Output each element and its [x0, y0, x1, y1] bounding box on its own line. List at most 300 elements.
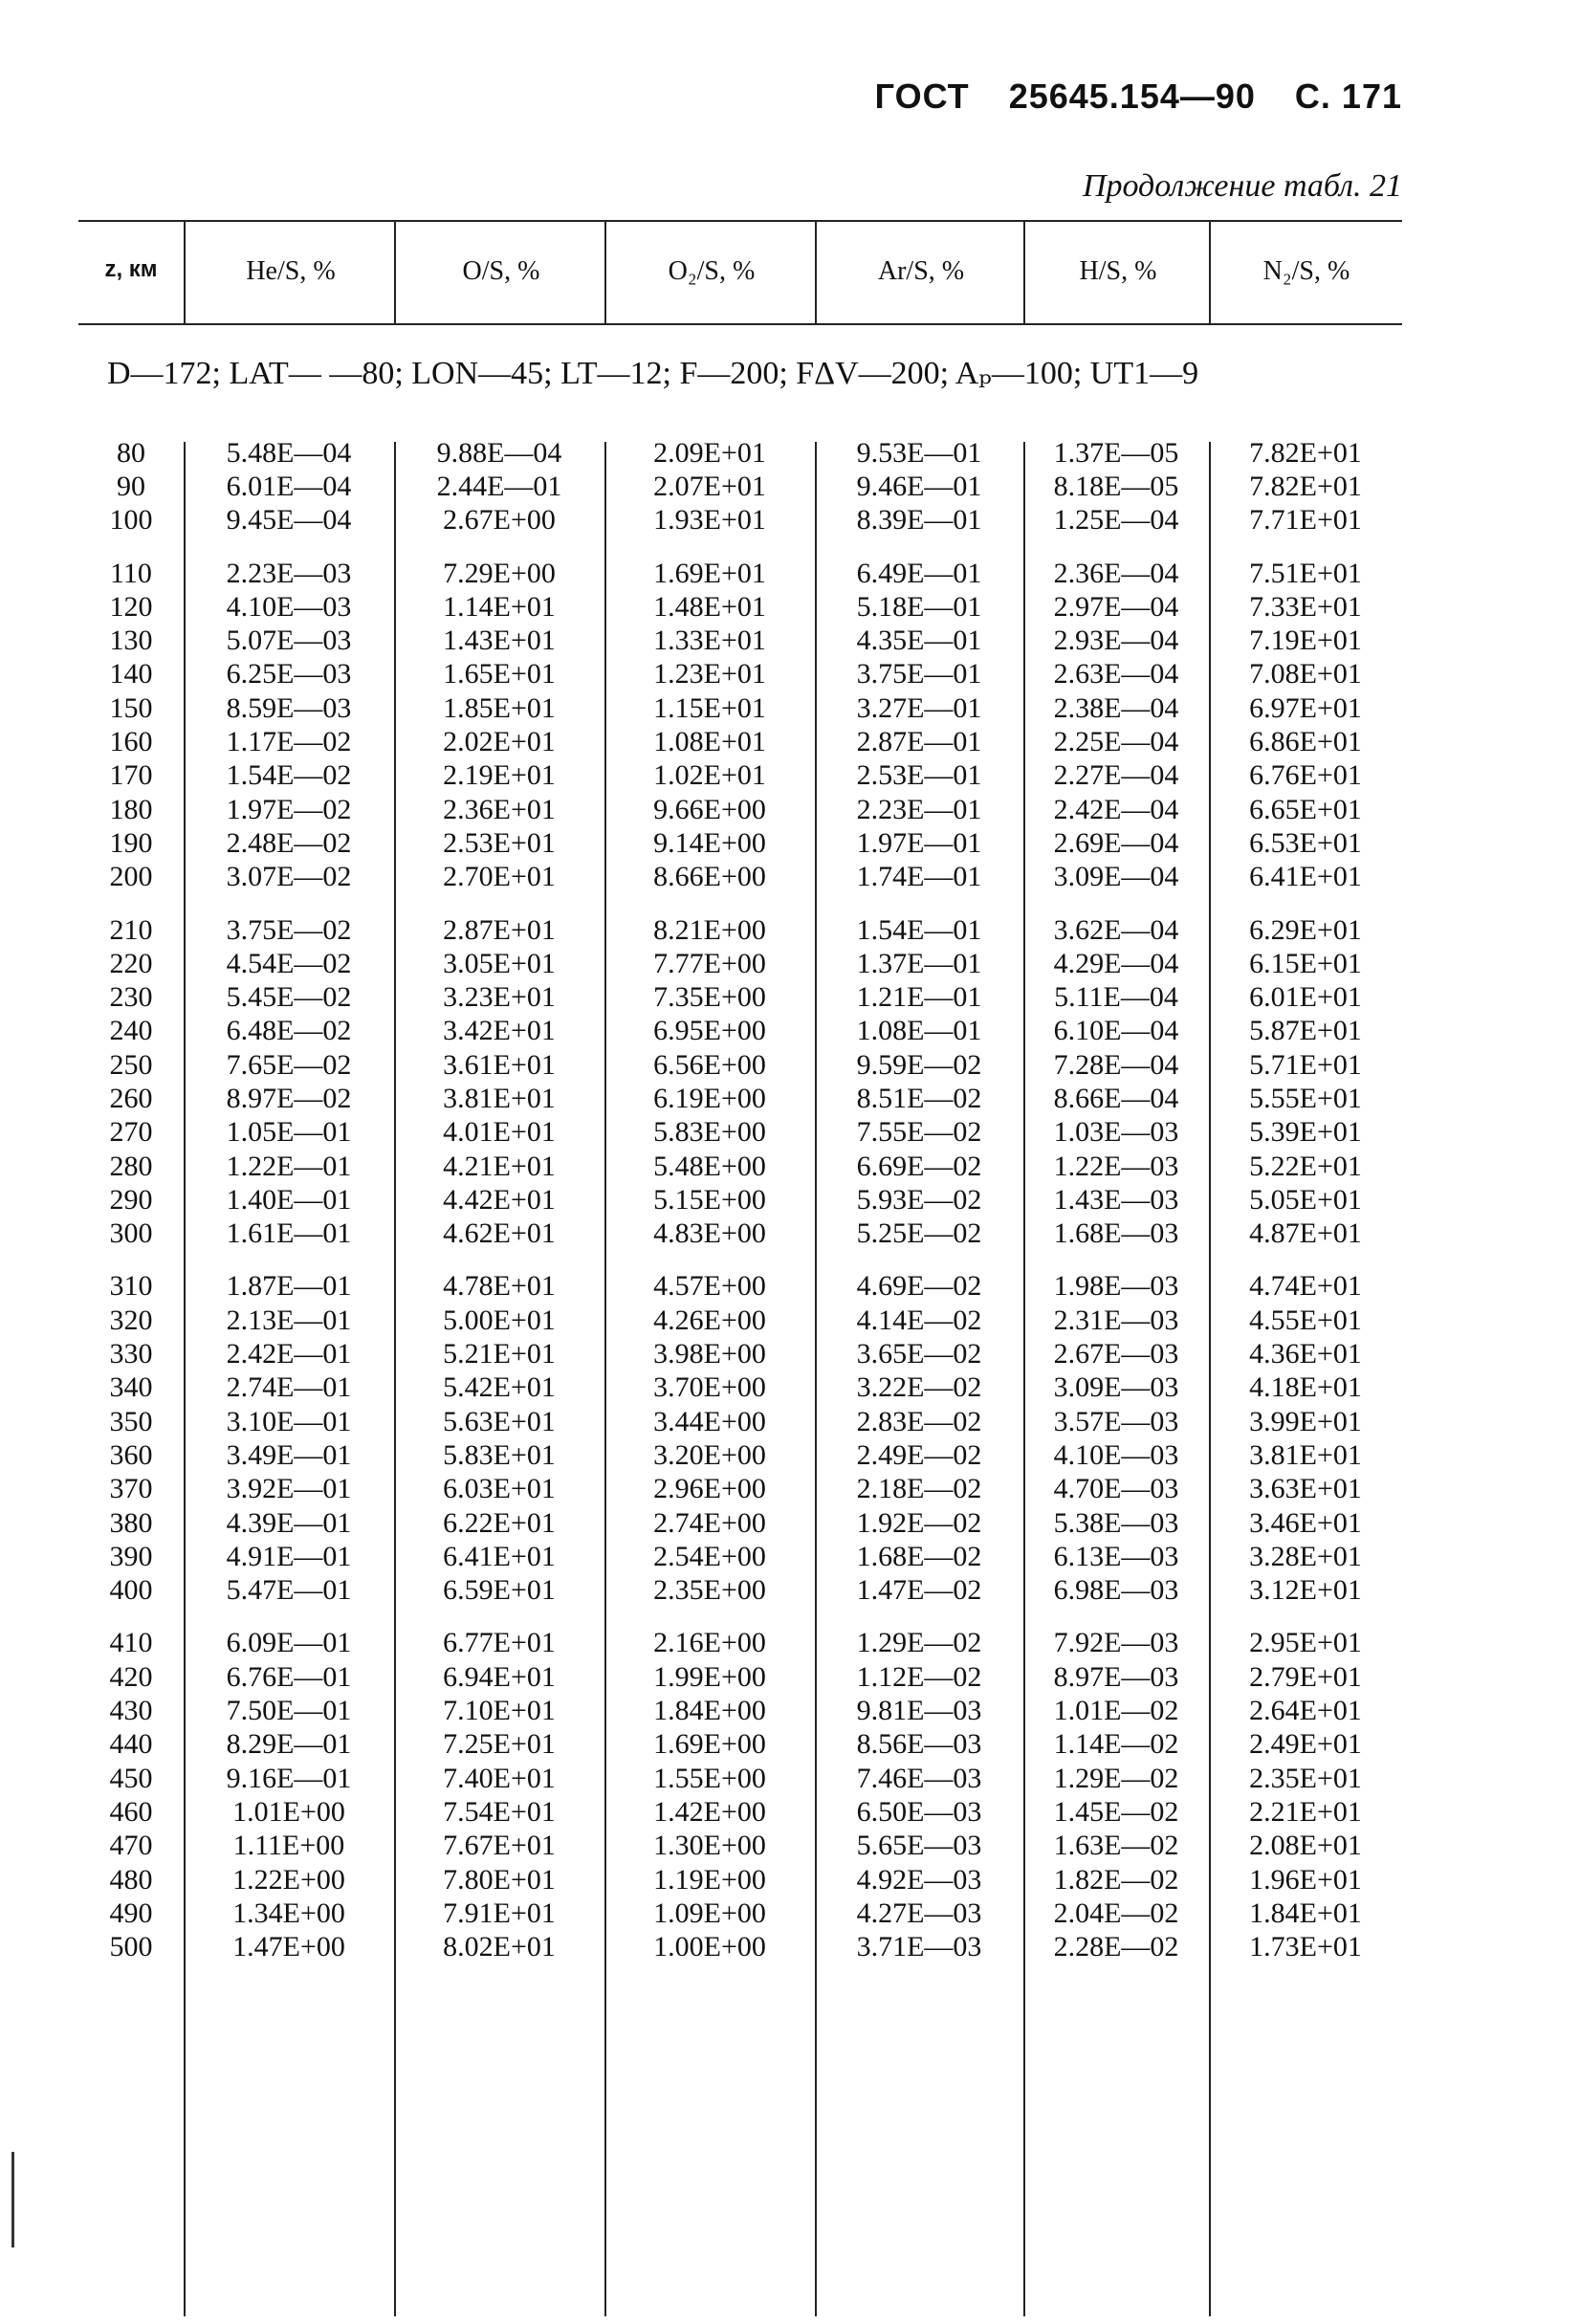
cell-o: 4.78E+01	[443, 1270, 556, 1303]
table-row	[78, 725, 1402, 758]
cell-n2: 6.01E+01	[1249, 981, 1362, 1014]
table-top-rule	[78, 220, 1402, 222]
cell-ar: 9.81E—03	[856, 1695, 982, 1727]
cell-ar: 1.97E—01	[856, 826, 982, 859]
cell-o: 2.87E+01	[443, 913, 556, 946]
cell-o: 1.14E+01	[443, 590, 556, 623]
cell-h: 7.28E—04	[1053, 1048, 1179, 1081]
cell-o: 6.03E+01	[443, 1473, 556, 1505]
cell-altitude: 210	[109, 913, 153, 946]
cell-h: 3.09E—03	[1053, 1371, 1179, 1404]
cell-ar: 2.87E—01	[856, 726, 982, 758]
table-row	[78, 1405, 1402, 1438]
cell-altitude: 370	[109, 1473, 153, 1505]
cell-h: 2.04E—02	[1053, 1896, 1179, 1929]
cell-o: 1.85E+01	[443, 691, 556, 724]
cell-o2: 2.74E+00	[653, 1506, 766, 1539]
cell-o2: 1.30E+00	[653, 1830, 766, 1862]
cell-o: 5.42E+01	[443, 1371, 556, 1404]
cell-he: 1.11E+00	[232, 1830, 345, 1862]
cell-altitude: 130	[109, 625, 153, 657]
table-row	[78, 1896, 1402, 1930]
cell-h: 2.27E—04	[1053, 759, 1179, 792]
cell-altitude: 390	[109, 1540, 153, 1572]
cell-n2: 6.41E+01	[1249, 861, 1362, 893]
table-row	[78, 826, 1402, 860]
cell-ar: 1.12E—02	[856, 1660, 982, 1693]
cell-he: 5.48E—04	[226, 436, 352, 469]
cell-o2: 6.95E+00	[653, 1015, 766, 1047]
cell-n2: 7.33E+01	[1249, 590, 1362, 623]
cell-o2: 1.42E+00	[653, 1795, 766, 1828]
cell-o: 7.91E+01	[443, 1896, 556, 1929]
cell-o: 2.53E+01	[443, 826, 556, 859]
cell-o: 7.40E+01	[443, 1762, 556, 1794]
cell-o: 5.00E+01	[443, 1304, 556, 1336]
cell-ar: 6.49E—01	[856, 557, 982, 589]
cell-o2: 1.23E+01	[653, 658, 766, 691]
cell-he: 1.97E—02	[226, 793, 352, 825]
cell-o: 2.67E+00	[443, 504, 556, 537]
cell-ar: 3.65E—02	[856, 1338, 982, 1370]
cell-o2: 9.14E+00	[653, 826, 766, 859]
cell-ar: 5.65E—03	[856, 1830, 982, 1862]
cell-o2: 1.09E+00	[653, 1896, 766, 1929]
cell-ar: 2.23E—01	[856, 793, 982, 825]
cell-altitude: 240	[109, 1015, 153, 1047]
cell-ar: 9.59E—02	[856, 1048, 982, 1081]
cell-ar: 2.18E—02	[856, 1473, 982, 1505]
cell-altitude: 500	[109, 1931, 153, 1963]
cell-ar: 1.54E—01	[856, 913, 982, 946]
cell-altitude: 90	[117, 470, 145, 502]
cell-h: 2.38E—04	[1053, 691, 1179, 724]
page-header	[875, 77, 1402, 117]
table-row	[78, 1660, 1402, 1694]
cell-altitude: 100	[109, 504, 153, 537]
cell-h: 4.70E—03	[1053, 1473, 1179, 1505]
cell-n2: 1.84E+01	[1249, 1896, 1362, 1929]
cell-altitude: 200	[109, 861, 153, 893]
cell-altitude: 190	[109, 826, 153, 859]
cell-he: 9.16E—01	[226, 1762, 352, 1794]
table-row	[78, 980, 1402, 1014]
cell-o: 1.43E+01	[443, 625, 556, 657]
cell-altitude: 290	[109, 1183, 153, 1216]
table-row	[78, 1728, 1402, 1762]
cell-h: 2.93E—04	[1053, 625, 1179, 657]
cell-o2: 3.20E+00	[653, 1438, 766, 1471]
cell-n2: 4.55E+01	[1249, 1304, 1362, 1336]
cell-he: 5.47E—01	[226, 1574, 352, 1607]
cell-ar: 5.25E—02	[856, 1217, 982, 1250]
cell-h: 1.01E—02	[1053, 1695, 1179, 1727]
cell-o: 3.05E+01	[443, 947, 556, 979]
cell-he: 6.76E—01	[226, 1660, 352, 1693]
table-row	[78, 1540, 1402, 1573]
cell-o: 6.77E+01	[443, 1627, 556, 1659]
cell-n2: 3.28E+01	[1249, 1540, 1362, 1572]
cell-h: 6.98E—03	[1053, 1574, 1179, 1607]
table-row	[78, 759, 1402, 793]
cell-n2: 7.19E+01	[1249, 625, 1362, 657]
cell-h: 5.38E—03	[1053, 1506, 1179, 1539]
cell-he: 6.48E—02	[226, 1015, 352, 1047]
column-divider	[394, 220, 396, 323]
cell-n2: 6.65E+01	[1249, 793, 1362, 825]
cell-h: 3.09E—04	[1053, 861, 1179, 893]
cell-ar: 1.74E—01	[856, 861, 982, 893]
cell-o: 3.42E+01	[443, 1015, 556, 1047]
cell-o: 5.83E+01	[443, 1438, 556, 1471]
cell-o: 5.63E+01	[443, 1405, 556, 1437]
cell-h: 1.03E—03	[1053, 1116, 1179, 1149]
cell-he: 5.45E—02	[226, 981, 352, 1014]
cell-he: 3.07E—02	[226, 861, 352, 893]
cell-ar: 5.93E—02	[856, 1183, 982, 1216]
cell-n2: 4.87E+01	[1249, 1217, 1362, 1250]
cell-n2: 6.29E+01	[1249, 913, 1362, 946]
cell-ar: 9.53E—01	[856, 436, 982, 469]
table-row	[78, 793, 1402, 826]
cell-h: 2.31E—03	[1053, 1304, 1179, 1336]
cell-o2: 7.77E+00	[653, 947, 766, 979]
cell-h: 1.14E—02	[1053, 1728, 1179, 1761]
cell-o: 6.94E+01	[443, 1660, 556, 1693]
cell-h: 2.36E—04	[1053, 557, 1179, 589]
cell-he: 3.75E—02	[226, 913, 352, 946]
cell-ar: 4.69E—02	[856, 1270, 982, 1303]
cell-o2: 1.55E+00	[653, 1762, 766, 1794]
cell-o2: 2.09E+01	[653, 436, 766, 469]
cell-o: 7.80E+01	[443, 1863, 556, 1896]
cell-o: 7.67E+01	[443, 1830, 556, 1862]
table-row	[78, 1150, 1402, 1183]
cell-he: 3.10E—01	[226, 1405, 352, 1437]
cell-he: 2.23E—03	[226, 557, 352, 589]
cell-n2: 4.74E+01	[1249, 1270, 1362, 1303]
table-row	[78, 1627, 1402, 1660]
cell-n2: 7.82E+01	[1249, 470, 1362, 502]
table-row	[78, 1082, 1402, 1115]
cell-altitude: 140	[109, 658, 153, 691]
cell-n2: 5.05E+01	[1249, 1183, 1362, 1216]
cell-altitude: 250	[109, 1048, 153, 1081]
cell-ar: 4.35E—01	[856, 625, 982, 657]
cell-n2: 3.99E+01	[1249, 1405, 1362, 1437]
table-row	[78, 658, 1402, 691]
cell-n2: 4.36E+01	[1249, 1338, 1362, 1370]
cell-n2: 5.87E+01	[1249, 1015, 1362, 1047]
table-row	[78, 1863, 1402, 1896]
cell-o: 4.42E+01	[443, 1183, 556, 1216]
cell-altitude: 160	[109, 726, 153, 758]
cell-o2: 1.69E+01	[653, 557, 766, 589]
cell-he: 1.34E+00	[232, 1896, 345, 1929]
cell-h: 2.97E—04	[1053, 590, 1179, 623]
cell-altitude: 150	[109, 691, 153, 724]
column-header-o: O/S, %	[462, 256, 540, 286]
cell-altitude: 490	[109, 1896, 153, 1929]
cell-he: 3.92E—01	[226, 1473, 352, 1505]
cell-he: 1.54E—02	[226, 759, 352, 792]
cell-h: 2.69E—04	[1053, 826, 1179, 859]
table-row	[78, 1304, 1402, 1337]
cell-ar: 1.29E—02	[856, 1627, 982, 1659]
table-row	[78, 624, 1402, 657]
cell-ar: 3.22E—02	[856, 1371, 982, 1404]
cell-h: 1.98E—03	[1053, 1270, 1179, 1303]
cell-n2: 2.21E+01	[1249, 1795, 1362, 1828]
cell-he: 5.07E—03	[226, 625, 352, 657]
cell-n2: 5.22E+01	[1249, 1150, 1362, 1182]
cell-altitude: 300	[109, 1217, 153, 1250]
cell-o: 8.02E+01	[443, 1931, 556, 1963]
cell-h: 8.66E—04	[1053, 1082, 1179, 1114]
cell-he: 1.40E—01	[226, 1183, 352, 1216]
cell-n2: 6.53E+01	[1249, 826, 1362, 859]
cell-altitude: 220	[109, 947, 153, 979]
cell-n2: 3.46E+01	[1249, 1506, 1362, 1539]
cell-o: 2.19E+01	[443, 759, 556, 792]
page-number: С. 171	[1294, 77, 1402, 116]
cell-altitude: 170	[109, 759, 153, 792]
cell-he: 1.87E—01	[226, 1270, 352, 1303]
cell-altitude: 230	[109, 981, 153, 1014]
cell-h: 2.28E—02	[1053, 1931, 1179, 1963]
table-row	[78, 1270, 1402, 1304]
cell-n2: 5.55E+01	[1249, 1082, 1362, 1114]
cell-altitude: 400	[109, 1574, 153, 1607]
cell-o2: 6.19E+00	[653, 1082, 766, 1114]
table-row	[78, 1015, 1402, 1048]
cell-he: 1.17E—02	[226, 726, 352, 758]
cell-o: 3.61E+01	[443, 1048, 556, 1081]
cell-he: 1.61E—01	[226, 1217, 352, 1250]
cell-altitude: 350	[109, 1405, 153, 1437]
cell-o: 3.81E+01	[443, 1082, 556, 1114]
cell-he: 8.97E—02	[226, 1082, 352, 1114]
cell-altitude: 410	[109, 1627, 153, 1659]
cell-altitude: 470	[109, 1830, 153, 1862]
cell-altitude: 110	[110, 557, 152, 589]
cell-ar: 3.75E—01	[856, 658, 982, 691]
table-row	[78, 1217, 1402, 1251]
cell-h: 1.29E—02	[1053, 1762, 1179, 1794]
cell-h: 1.37E—05	[1053, 436, 1179, 469]
cell-ar: 4.27E—03	[856, 1896, 982, 1929]
cell-n2: 2.08E+01	[1249, 1830, 1362, 1862]
cell-ar: 3.27E—01	[856, 691, 982, 724]
cell-o2: 1.02E+01	[653, 759, 766, 792]
cell-n2: 6.15E+01	[1249, 947, 1362, 979]
cell-o: 7.29E+00	[443, 557, 556, 589]
cell-he: 1.05E—01	[226, 1116, 352, 1149]
cell-ar: 9.46E—01	[856, 470, 982, 502]
cell-o: 6.41E+01	[443, 1540, 556, 1572]
cell-h: 2.42E—04	[1053, 793, 1179, 825]
cell-o: 7.54E+01	[443, 1795, 556, 1828]
cell-o: 6.59E+01	[443, 1574, 556, 1607]
cell-n2: 3.12E+01	[1249, 1574, 1362, 1607]
cell-ar: 1.68E—02	[856, 1540, 982, 1572]
cell-o2: 1.48E+01	[653, 590, 766, 623]
cell-o2: 2.96E+00	[653, 1473, 766, 1505]
table-row	[78, 1337, 1402, 1370]
table-row	[78, 947, 1402, 980]
cell-o2: 3.70E+00	[653, 1371, 766, 1404]
table-row	[78, 470, 1402, 503]
cell-n2: 2.64E+01	[1249, 1695, 1362, 1727]
cell-he: 1.22E—01	[226, 1150, 352, 1182]
cell-ar: 7.55E—02	[856, 1116, 982, 1149]
table-row	[78, 1574, 1402, 1608]
cell-he: 1.01E+00	[232, 1795, 345, 1828]
cell-h: 1.45E—02	[1053, 1795, 1179, 1828]
standard-label: ГОСТ	[874, 77, 970, 116]
cell-o2: 8.21E+00	[653, 913, 766, 946]
cell-o: 7.10E+01	[443, 1695, 556, 1727]
cell-o: 4.01E+01	[443, 1116, 556, 1149]
cell-n2: 1.96E+01	[1249, 1863, 1362, 1896]
column-header-altitude: z, км	[104, 256, 158, 282]
table-body	[78, 436, 1402, 1964]
cell-o2: 5.83E+00	[653, 1116, 766, 1149]
cell-o2: 5.48E+00	[653, 1150, 766, 1182]
table-row	[78, 1371, 1402, 1405]
cell-altitude: 260	[109, 1082, 153, 1114]
cell-o: 7.25E+01	[443, 1728, 556, 1761]
cell-o: 3.23E+01	[443, 981, 556, 1014]
cell-altitude: 360	[109, 1438, 153, 1471]
cell-h: 6.10E—04	[1053, 1015, 1179, 1047]
cell-o2: 1.19E+00	[653, 1863, 766, 1896]
cell-o: 2.44E—01	[436, 470, 562, 502]
cell-ar: 2.83E—02	[856, 1405, 982, 1437]
cell-he: 4.10E—03	[226, 590, 352, 623]
cell-he: 2.13E—01	[226, 1304, 352, 1336]
cell-altitude: 480	[109, 1863, 153, 1896]
cell-o2: 9.66E+00	[653, 793, 766, 825]
cell-o: 1.65E+01	[443, 658, 556, 691]
cell-o2: 1.69E+00	[653, 1728, 766, 1761]
cell-h: 8.18E—05	[1053, 470, 1179, 502]
column-header-ar: Ar/S, %	[877, 256, 965, 286]
cell-h: 5.11E—04	[1054, 981, 1178, 1014]
cell-ar: 1.08E—01	[856, 1015, 982, 1047]
cell-he: 2.48E—02	[226, 826, 352, 859]
cell-o2: 1.15E+01	[653, 691, 766, 724]
cell-n2: 7.71E+01	[1249, 504, 1362, 537]
cell-n2: 7.08E+01	[1249, 658, 1362, 691]
cell-o2: 2.35E+00	[653, 1574, 766, 1607]
cell-o2: 4.26E+00	[653, 1304, 766, 1336]
cell-altitude: 320	[109, 1304, 153, 1336]
cell-he: 3.49E—01	[226, 1438, 352, 1471]
column-divider	[1209, 220, 1211, 323]
cell-h: 1.43E—03	[1053, 1183, 1179, 1216]
table-row	[78, 436, 1402, 470]
cell-ar: 4.92E—03	[856, 1863, 982, 1896]
cell-he: 4.54E—02	[226, 947, 352, 979]
cell-ar: 1.37E—01	[856, 947, 982, 979]
cell-o2: 1.33E+01	[653, 625, 766, 657]
cell-altitude: 180	[109, 793, 153, 825]
cell-o2: 5.15E+00	[653, 1183, 766, 1216]
table-row	[78, 1438, 1402, 1472]
cell-o: 4.21E+01	[443, 1150, 556, 1182]
cell-he: 4.91E—01	[226, 1540, 352, 1572]
cell-o2: 7.35E+00	[653, 981, 766, 1014]
cell-o2: 1.93E+01	[653, 504, 766, 537]
cell-h: 2.67E—03	[1053, 1338, 1179, 1370]
column-divider	[184, 220, 186, 323]
cell-he: 8.59E—03	[226, 691, 352, 724]
cell-ar: 4.14E—02	[856, 1304, 982, 1336]
cell-altitude: 450	[109, 1762, 153, 1794]
cell-o: 6.22E+01	[443, 1506, 556, 1539]
cell-ar: 7.46E—03	[856, 1762, 982, 1794]
cell-ar: 2.49E—02	[856, 1438, 982, 1471]
cell-ar: 2.53E—01	[856, 759, 982, 792]
table-row	[78, 1694, 1402, 1727]
cell-h: 2.25E—04	[1053, 726, 1179, 758]
cell-altitude: 310	[109, 1270, 153, 1303]
table-row	[78, 1762, 1402, 1795]
cell-altitude: 340	[109, 1371, 153, 1404]
model-parameters: D—172; LAT— —80; LON—45; LT—12; F—200; FΔV—200; Aₚ—100; UT1—9	[107, 356, 1199, 391]
table-row	[78, 590, 1402, 624]
cell-altitude: 280	[109, 1150, 153, 1182]
cell-ar: 1.92E—02	[856, 1506, 982, 1539]
cell-o2: 4.57E+00	[653, 1270, 766, 1303]
cell-altitude: 440	[109, 1728, 153, 1761]
cell-o: 2.36E+01	[443, 793, 556, 825]
cell-h: 1.68E—03	[1053, 1217, 1179, 1250]
cell-n2: 4.18E+01	[1249, 1371, 1362, 1404]
cell-he: 7.65E—02	[226, 1048, 352, 1081]
cell-altitude: 80	[117, 436, 145, 469]
cell-h: 8.97E—03	[1053, 1660, 1179, 1693]
cell-h: 1.82E—02	[1053, 1863, 1179, 1896]
table-row	[78, 504, 1402, 537]
cell-altitude: 430	[109, 1695, 153, 1727]
table-row	[78, 1473, 1402, 1506]
cell-he: 6.01E—04	[226, 470, 352, 502]
cell-h: 7.92E—03	[1053, 1627, 1179, 1659]
cell-n2: 7.82E+01	[1249, 436, 1362, 469]
table-row	[78, 1930, 1402, 1963]
cell-altitude: 420	[109, 1660, 153, 1693]
cell-n2: 3.63E+01	[1249, 1473, 1362, 1505]
cell-o2: 8.66E+00	[653, 861, 766, 893]
column-divider	[815, 220, 817, 323]
cell-o: 5.21E+01	[443, 1338, 556, 1370]
cell-ar: 3.71E—03	[856, 1931, 982, 1963]
cell-he: 6.09E—01	[226, 1627, 352, 1659]
table-row	[78, 861, 1402, 894]
cell-h: 6.13E—03	[1053, 1540, 1179, 1572]
column-divider	[1023, 220, 1025, 323]
cell-ar: 1.21E—01	[856, 981, 982, 1014]
cell-altitude: 330	[109, 1338, 153, 1370]
cell-o2: 1.84E+00	[653, 1695, 766, 1727]
cell-n2: 6.86E+01	[1249, 726, 1362, 758]
cell-h: 4.10E—03	[1053, 1438, 1179, 1471]
cell-h: 2.63E—04	[1053, 658, 1179, 691]
table-row	[78, 1116, 1402, 1150]
cell-ar: 8.56E—03	[856, 1728, 982, 1761]
